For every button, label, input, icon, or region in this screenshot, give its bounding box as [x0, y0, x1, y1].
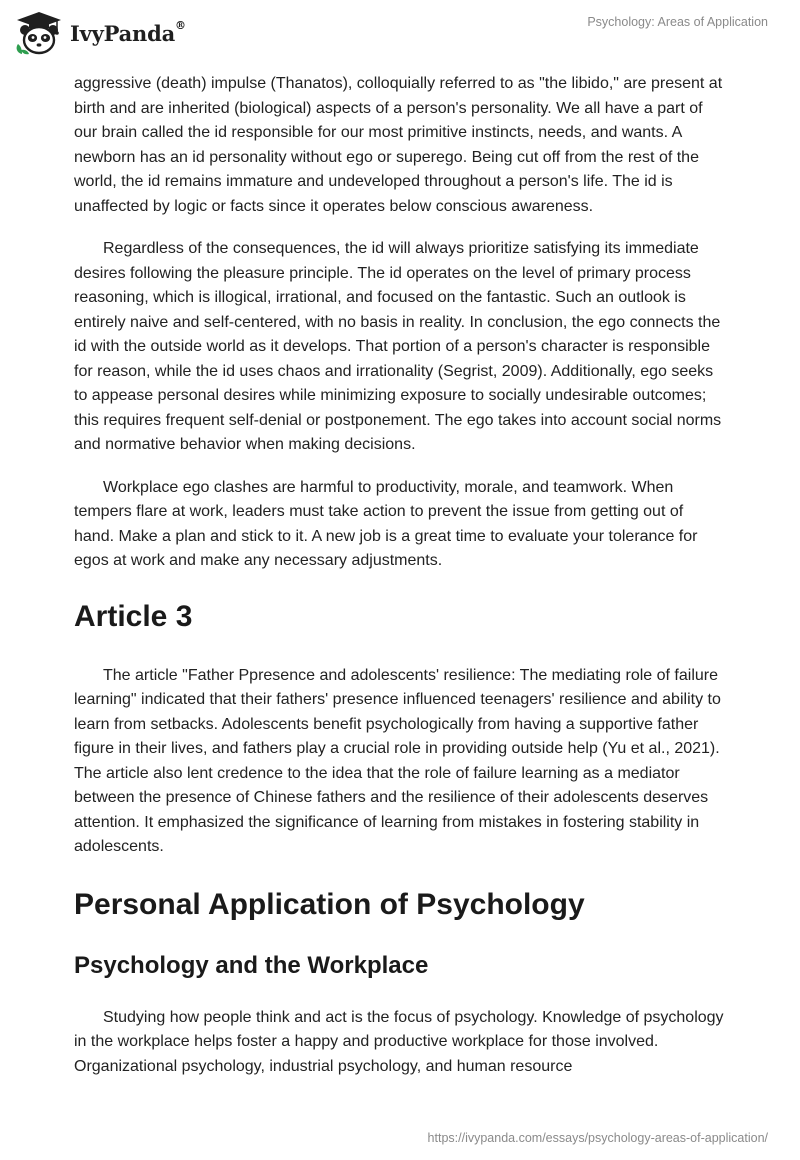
paragraph-studying-psychology: Studying how people think and act is the focus of psychology. Knowledge of psychology in the workplace helps foster a happy and productive workplace for those involved. Organizational psychology, industrial psychology, and human resource: [74, 1008, 724, 1075]
logo-text: [70, 18, 186, 46]
heading-psychology-workplace: Psychology and the Workplace: [74, 951, 429, 979]
essay-body: [74, 72, 726, 1097]
document-title: Psychology: Areas of Application: [587, 15, 768, 29]
panda-graduation-icon: [14, 10, 64, 56]
logo-wordmark: IvyPanda: [70, 20, 176, 46]
paragraph-id-instincts: aggressive (death) impulse (Thanatos), colloquially referred to as "the libido," are present at birth and are inherited (biological) aspects of a person's personality. We all have a part of our brain called the id responsible for our most primitive instincts, needs, and wants. A newborn has an id personality without ego or superego. Being cut off from the rest of the world, the id remains immature and undeveloped throughout a person's life. The id is unaffected by logic or facts since it operates below conscious awareness.: [74, 75, 723, 215]
page-header: [0, 0, 800, 70]
heading-article-3: Article 3: [74, 599, 193, 633]
paragraph-pleasure-principle: Regardless of the consequences, the id will always prioritize satisfying its immediate desires following the pleasure principle. The id operates on the level of primary process reasoning, which is illogical, irrational, and focused on the fantastic. Such an outlook is entirely naive and self-centered, with no basis in reality. In conclusion, the ego connects the id with the outside world as it develops. That portion of a person's character is responsible for reason, while the id uses chaos and irrationality (Segrist, 2009). Additionally, ego seeks to appease personal desires while minimizing exposure to socially undesirable outcomes; this requires frequent self-denial or postponement. The ego takes into account social norms and normative behavior when making decisions.: [74, 240, 722, 453]
registered-mark: ®: [175, 18, 186, 32]
heading-personal-application: Personal Application of Psychology: [74, 887, 585, 921]
source-url[interactable]: https://ivypanda.com/essays/psychology-areas-of-application/: [427, 1131, 768, 1145]
paragraph-workplace-ego: Workplace ego clashes are harmful to productivity, morale, and teamwork. When tempers flare at work, leaders must take action to prevent the issue from getting out of hand. Make a plan and stick to it. A new job is a great time to evaluate your tolerance for egos at work and make any necessary adjustments.: [74, 478, 698, 569]
paragraph-father-presence: The article "Father Ppresence and adolescents' resilience: The mediating role of failure learning" indicated that their fathers' presence influenced teenagers' resilience and ability to learn from setbacks. Adolescents benefit psychologically from having a supportive father figure in their lives, and fathers play a crucial role in providing outside help (Yu et al., 2021). The article also lent credence to the idea that the role of failure learning as a mediator between the presence of Chinese fathers and the resilience of their adolescents deserves attention. It emphasized the significance of learning from mistakes in fostering stability in adolescents.: [74, 666, 721, 855]
ivypanda-logo[interactable]: [14, 10, 186, 56]
